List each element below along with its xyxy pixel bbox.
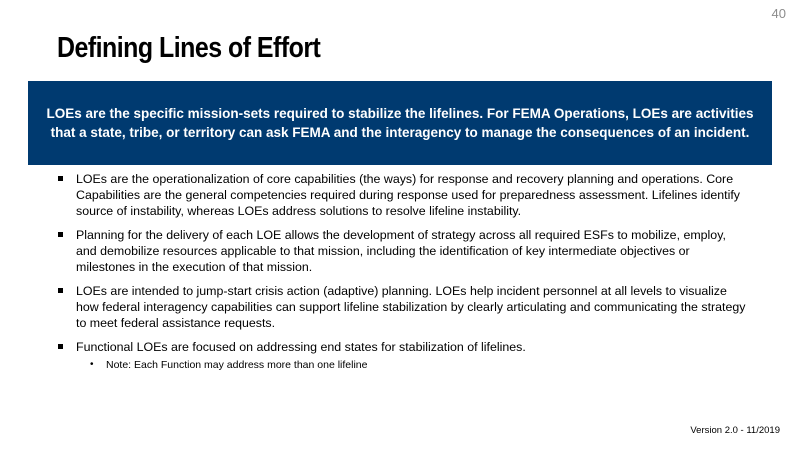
square-bullet-icon	[58, 232, 63, 237]
square-bullet-icon	[58, 344, 63, 349]
sub-bullet-item	[76, 358, 748, 372]
round-bullet-icon: •	[90, 359, 94, 370]
bullet-item-planning	[58, 227, 748, 275]
bullet-text: Planning for the delivery of each LOE allows the development of strategy across all required ESFs to mobilize, employ, and demobilize resources applicable to that mission, including the identification of key intermediate objectives or milestones in the execution of that mission.	[76, 228, 726, 274]
square-bullet-icon	[58, 176, 63, 181]
banner-text: LOEs are the specific mission-sets required to stabilize the lifelines. For FEMA Operations, LOEs are activities that a state, tribe, or territory can ask FEMA and the interagency to manage the consequences of an incident.	[46, 106, 754, 140]
bullet-item-crisis-action	[58, 283, 748, 331]
bullet-item-core-capabilities	[58, 171, 748, 219]
square-bullet-icon	[58, 288, 63, 293]
slide-title: Defining Lines of Effort	[57, 32, 321, 64]
bullet-list	[58, 171, 748, 380]
bullet-text: Functional LOEs are focused on addressing end states for stabilization of lifelines.	[76, 340, 526, 354]
bullet-text: LOEs are the operationalization of core capabilities (the ways) for response and recovery planning and operations. Core Capabilities are the general competencies required during response used for preparedness assessment. Lifelines identify source of instability, whereas LOEs address solutions to resolve lifeline instability.	[76, 172, 740, 218]
bullet-text: LOEs are intended to jump-start crisis action (adaptive) planning. LOEs help incident personnel at all levels to visualize how federal interagency capabilities can support lifeline stabilization by clearly articulating and communicating the strategy to meet federal assistance requests.	[76, 284, 746, 330]
bullet-item-functional-loes	[58, 339, 748, 372]
definition-banner	[28, 81, 772, 165]
sub-bullet-text: Note: Each Function may address more than one lifeline	[106, 359, 368, 371]
page-number: 40	[771, 6, 786, 21]
version-label: Version 2.0 - 11/2019	[690, 425, 780, 436]
